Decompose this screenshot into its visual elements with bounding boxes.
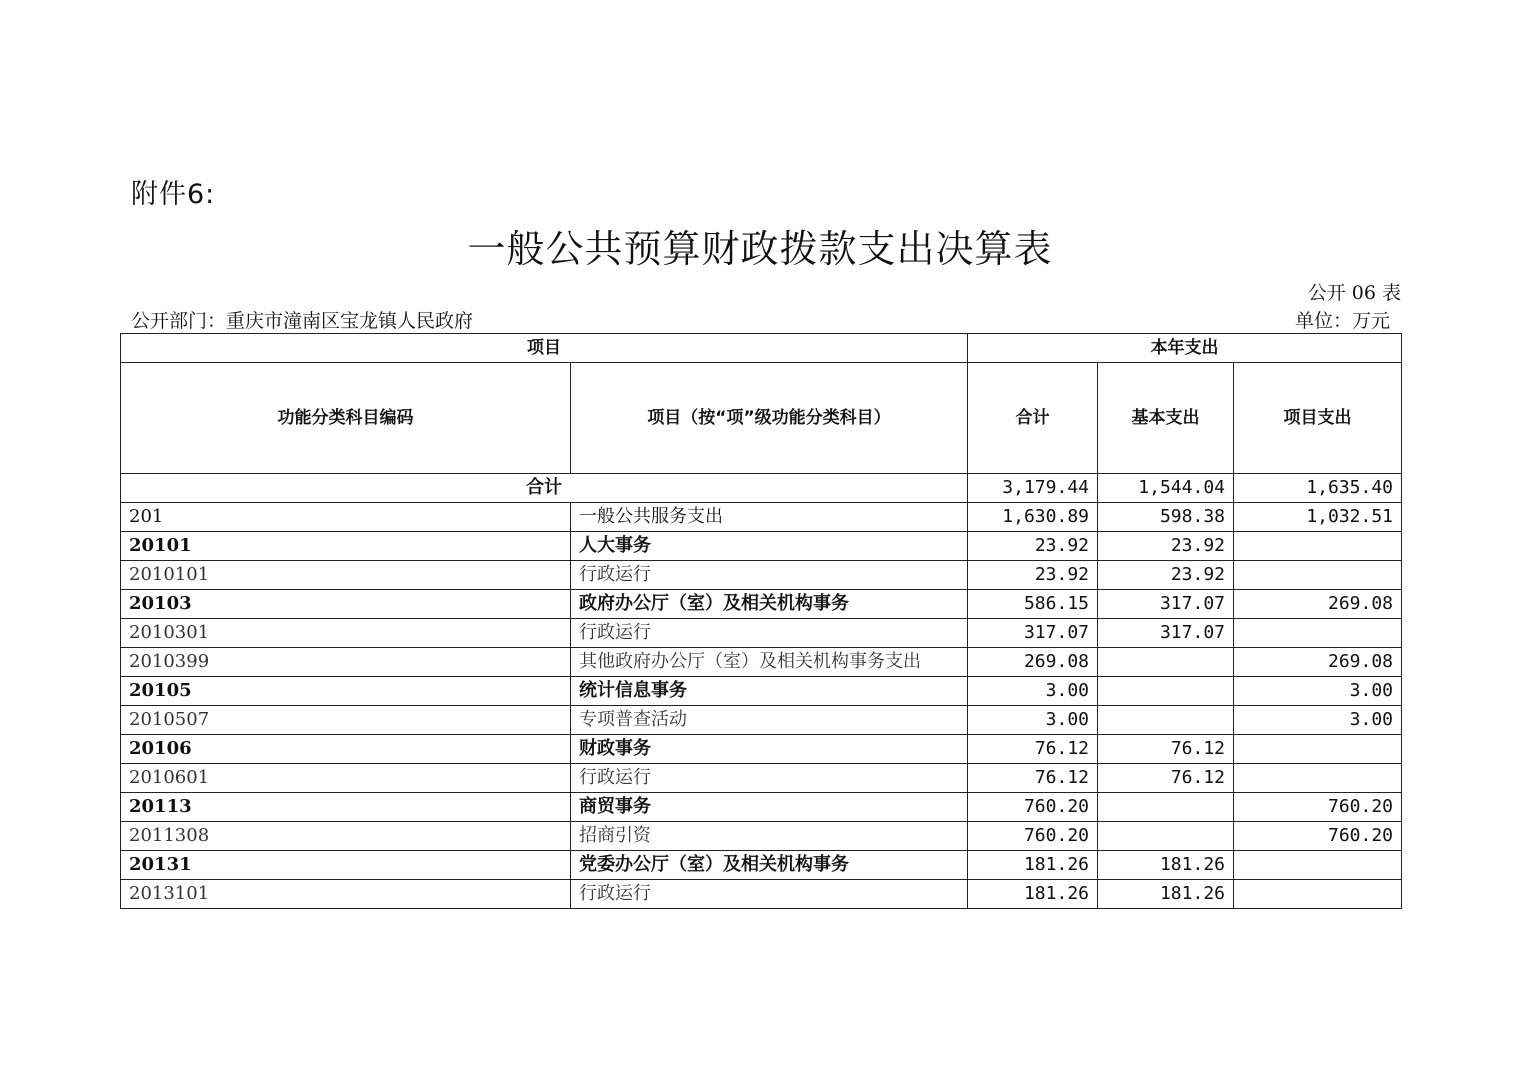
row-project: 760.20 xyxy=(1234,822,1402,851)
table-row xyxy=(121,880,1402,909)
row-name: 一般公共服务支出 xyxy=(571,503,968,532)
row-code: 20101 xyxy=(121,532,571,561)
table-row xyxy=(121,677,1402,706)
row-project xyxy=(1234,880,1402,909)
total-label: 合计 xyxy=(121,474,968,503)
attachment-label: 附件6: xyxy=(131,179,216,210)
row-basic xyxy=(1098,822,1234,851)
table-row xyxy=(121,851,1402,880)
row-basic: 76.12 xyxy=(1098,764,1234,793)
column-header-total: 合计 xyxy=(968,363,1098,474)
table-row xyxy=(121,561,1402,590)
row-total: 3.00 xyxy=(968,706,1098,735)
row-total: 23.92 xyxy=(968,561,1098,590)
row-project: 269.08 xyxy=(1234,648,1402,677)
row-name: 专项普查活动 xyxy=(571,706,968,735)
row-basic: 23.92 xyxy=(1098,561,1234,590)
row-code: 20105 xyxy=(121,677,571,706)
row-basic: 317.07 xyxy=(1098,590,1234,619)
row-basic xyxy=(1098,793,1234,822)
row-basic xyxy=(1098,706,1234,735)
unit-label: 单位：万元 xyxy=(1294,310,1390,332)
row-name: 其他政府办公厅（室）及相关机构事务支出 xyxy=(571,648,968,677)
row-name: 行政运行 xyxy=(571,561,968,590)
row-code: 2010601 xyxy=(121,764,571,793)
row-name: 人大事务 xyxy=(571,532,968,561)
expenditure-table xyxy=(120,333,1402,909)
row-total: 1,630.89 xyxy=(968,503,1098,532)
row-name: 招商引资 xyxy=(571,822,968,851)
row-project: 1,032.51 xyxy=(1234,503,1402,532)
table-row xyxy=(121,532,1402,561)
row-name: 财政事务 xyxy=(571,735,968,764)
row-code: 20131 xyxy=(121,851,571,880)
row-total: 23.92 xyxy=(968,532,1098,561)
department-label: 公开部门：重庆市潼南区宝龙镇人民政府 xyxy=(131,310,474,332)
row-project xyxy=(1234,764,1402,793)
column-header-basic: 基本支出 xyxy=(1098,363,1234,474)
header-group-project: 项目 xyxy=(121,334,968,363)
row-code: 20106 xyxy=(121,735,571,764)
row-name: 行政运行 xyxy=(571,764,968,793)
table-row xyxy=(121,648,1402,677)
row-basic xyxy=(1098,677,1234,706)
row-code: 2010507 xyxy=(121,706,571,735)
row-project: 3.00 xyxy=(1234,706,1402,735)
row-basic: 76.12 xyxy=(1098,735,1234,764)
row-total: 760.20 xyxy=(968,822,1098,851)
row-basic: 181.26 xyxy=(1098,880,1234,909)
row-total: 76.12 xyxy=(968,764,1098,793)
total-row xyxy=(121,474,1402,503)
row-basic xyxy=(1098,648,1234,677)
form-number: 公开 06 表 xyxy=(1307,282,1401,304)
table-row xyxy=(121,590,1402,619)
row-total: 586.15 xyxy=(968,590,1098,619)
row-project: 3.00 xyxy=(1234,677,1402,706)
total-basic: 1,544.04 xyxy=(1098,474,1234,503)
row-code: 20113 xyxy=(121,793,571,822)
row-code: 201 xyxy=(121,503,571,532)
header-group-expense: 本年支出 xyxy=(968,334,1402,363)
table-row xyxy=(121,764,1402,793)
table-row xyxy=(121,822,1402,851)
header-column-row xyxy=(121,363,1402,474)
page-title: 一般公共预算财政拨款支出决算表 xyxy=(467,227,1053,271)
table-row xyxy=(121,619,1402,648)
row-project: 760.20 xyxy=(1234,793,1402,822)
row-code: 2011308 xyxy=(121,822,571,851)
column-header-project: 项目支出 xyxy=(1234,363,1402,474)
row-project xyxy=(1234,532,1402,561)
row-total: 181.26 xyxy=(968,851,1098,880)
row-total: 269.08 xyxy=(968,648,1098,677)
row-total: 181.26 xyxy=(968,880,1098,909)
row-code: 2010101 xyxy=(121,561,571,590)
row-basic: 181.26 xyxy=(1098,851,1234,880)
row-name: 行政运行 xyxy=(571,880,968,909)
row-project xyxy=(1234,561,1402,590)
total-project: 1,635.40 xyxy=(1234,474,1402,503)
table-row xyxy=(121,735,1402,764)
total-amount: 3,179.44 xyxy=(968,474,1098,503)
row-name: 行政运行 xyxy=(571,619,968,648)
row-name: 党委办公厅（室）及相关机构事务 xyxy=(571,851,968,880)
row-name: 政府办公厅（室）及相关机构事务 xyxy=(571,590,968,619)
row-project xyxy=(1234,851,1402,880)
row-code: 20103 xyxy=(121,590,571,619)
row-name: 商贸事务 xyxy=(571,793,968,822)
row-code: 2010399 xyxy=(121,648,571,677)
row-basic: 317.07 xyxy=(1098,619,1234,648)
row-project xyxy=(1234,619,1402,648)
row-project: 269.08 xyxy=(1234,590,1402,619)
row-basic: 23.92 xyxy=(1098,532,1234,561)
row-basic: 598.38 xyxy=(1098,503,1234,532)
column-header-code: 功能分类科目编码 xyxy=(121,363,571,474)
column-header-name: 项目（按“项”级功能分类科目） xyxy=(571,363,968,474)
table-row xyxy=(121,503,1402,532)
row-total: 76.12 xyxy=(968,735,1098,764)
header-group-row xyxy=(121,334,1402,363)
row-name: 统计信息事务 xyxy=(571,677,968,706)
table-row xyxy=(121,793,1402,822)
row-total: 760.20 xyxy=(968,793,1098,822)
row-project xyxy=(1234,735,1402,764)
row-code: 2013101 xyxy=(121,880,571,909)
row-total: 3.00 xyxy=(968,677,1098,706)
row-code: 2010301 xyxy=(121,619,571,648)
row-total: 317.07 xyxy=(968,619,1098,648)
table-row xyxy=(121,706,1402,735)
